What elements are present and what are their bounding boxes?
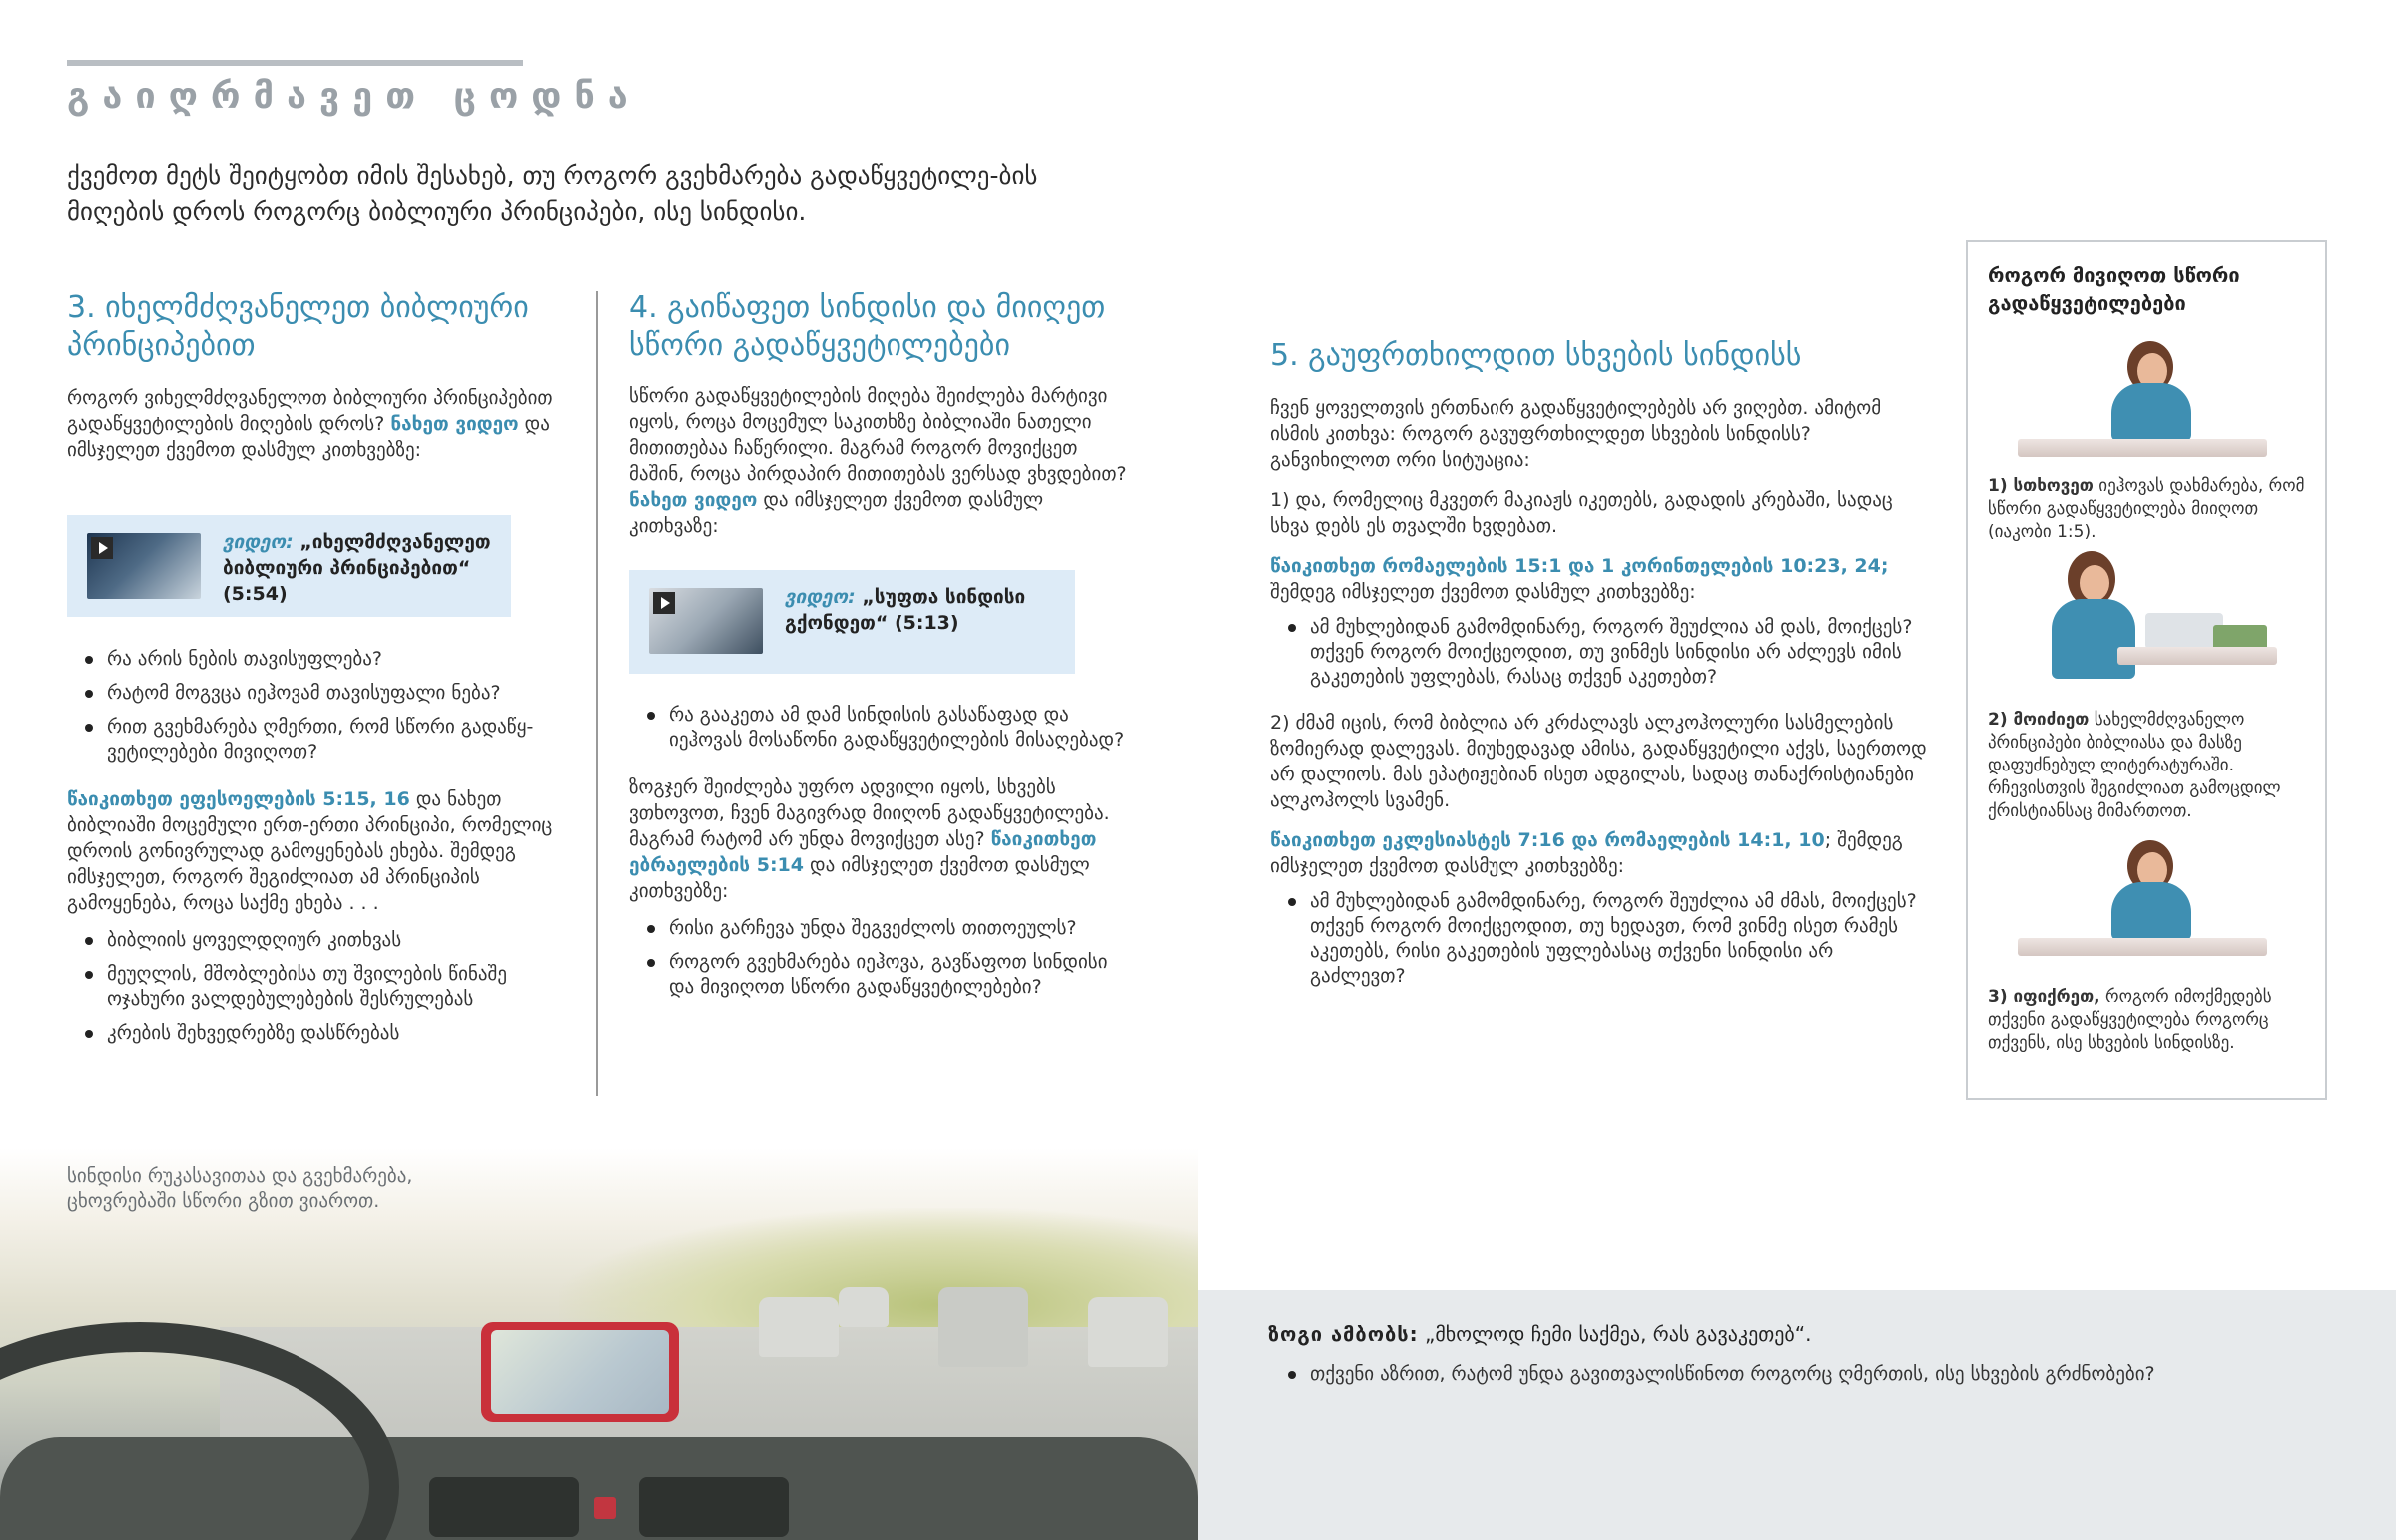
objection-question-list [1270,1362,2368,1396]
section-3-title: 3. იხელმძღვანელეთ ბიბლიური პრინციპებით [67,290,529,363]
sidebar-step-3: 3) იფიქრეთ, როგორ იმოქმედებს თქვენი გადაწყვეტილება როგორც თქვენს, ისე სხვების სინდისზე. [1988,987,2272,1053]
question-list [1270,615,1929,690]
watch-video-link[interactable]: ნახეთ ვიდეო [390,413,519,435]
situation-2: 2) ძმამ იცის, რომ ბიბლია არ კრძალავს ალკოჰოლური სასმელების ზომიერად დალევას. მიუხედავად ამისა, გადაწყვეტილი აქვს, საერთოდ არ დალიოს. მას ეპატიჟებიან ისეთ ადგილას, სადაც თანაქრისტიანები ალკოჰოლს სვამენ. [1270,712,1927,811]
watch-video-link[interactable]: ნახეთ ვიდეო [629,489,758,511]
section-4-paragraph: სწორი გადაწყვეტილების მიღება შეიძლება მარტივი იყოს, როცა მოცემულ საკითხზე ბიბლიაში ნათელი მითითებაა ჩაწერილი. მაგრამ როგორ მოვიქცეთ მაშინ, როცა პირდაპირ მითითებას ვერსად ვხვდებით? ნახეთ ვიდეო და იმსჯელეთ ქვემოთ დასმულ კითხვაზე: [629,385,1127,537]
question-list [629,703,1128,753]
section-3-paragraph: როგორ ვიხელმძღვანელოთ ბიბლიური პრინციპებით გადაწყვეტილების მიღების დროს? ნახეთ ვიდეო და იმსჯელეთ ქვემოთ დასმულ კითხვებზე: [67,387,553,461]
question-list-2 [1270,889,1929,989]
woman-studying-illustration [2028,551,2287,691]
car [938,1287,1028,1367]
list-item: ამ მუხლებიდან გამომდინარე, როგორ შეუძლია ამ ძმას, მოიქცეს? თქვენ როგორ მოიქცეოდით, თუ ხედავთ, რომ ვინმე ისეთ რამეს აკეთებს, რისი გაკეთების უფლებასაც თქვენი სინდისი არ გაძლევთ? [1310,889,1929,989]
list-item: რა გააკეთა ამ დამ სინდისის გასაწაფად და იეჰოვას მოსაწონი გადაწყვეტილების მისაღებად? [669,703,1128,753]
section-4-body [629,703,1128,1009]
list-item: თქვენი აზრით, რატომ უნდა გავითვალისწინოთ როგორც ღმერთის, ისე სხვების გრძნობები? [1310,1362,2368,1387]
steps-sidebar [1966,240,2327,1100]
list-item: კრების შეხვედრებზე დასწრებას [107,1021,571,1046]
woman-thinking-illustration [2018,840,2277,960]
section-3 [67,289,571,463]
video-card-2[interactable] [629,570,1075,674]
video-thumbnail [649,588,763,654]
list-item: ამ მუხლებიდან გამომდინარე, როგორ შეუძლია ამ დას, მოიქცეს? თქვენ როგორ მოიქცეოდით, თუ ვინმეს სინდისი არ აძლევს იმის გაკეთების უფლებას, რასაც თქვენ აკეთებთ? [1310,615,1929,690]
list-item: მეუღლის, მშობლებისა თუ შვილების წინაშე ოჯახური ვალდებულებების შესრულებას [107,962,571,1012]
section-5-title: 5. გაუფრთხილდით სხვების სინდისს [1270,338,1802,373]
sidebar-title: როგორ მივიღოთ სწორი გადაწყვეტილებები [1988,263,2240,315]
list-item: რატომ მოგვცა იეჰოვამ თავისუფალი ნება? [107,681,571,706]
section-5-intro: ჩვენ ყოველთვის ერთნაირ გადაწყვეტილებებს არ ვიღებთ. ამიტომ ისმის კითხვა: როგორ გავუფრთხილდეთ სხვების სინდისს? განვიხილოთ ორი სიტუაცია: [1270,397,1882,471]
list-item: რა არის ნების თავისუფლება? [107,647,571,672]
phone-map-icon [481,1322,679,1422]
laptop-icon [2145,613,2223,649]
car [1088,1297,1168,1367]
sidebar-step-1: 1) სთხოვეთ იეჰოვას დახმარება, რომ სწორი გადაწყვეტილება მიიღოთ (იაკობი 1:5). [1988,476,2305,542]
scripture-link[interactable]: წაიკითხეთ ეკლესიასტეს 7:16 და რომაელების 14:1, 10 [1270,829,1825,851]
sidebar-step-2: 2) მოიძიეთ სახელმძღვანელო პრინციპები ბიბლიასა და მასზე დაფუძნებულ ლიტერატურაში. რჩევისთვის შეგიძლიათ გამოცდილ ქრისტიანსაც მიმართოთ. [1988,710,2281,821]
list-item: რისი გარჩევა უნდა შეგვეძლოს თითოეულს? [669,916,1128,941]
air-vent [429,1477,579,1537]
scripture-link[interactable]: წაიკითხეთ რომაელების 15:1 და 1 კორინთელების 10:23, 24; [1270,555,1889,577]
objection-panel [1198,1290,2396,1540]
map-screen [491,1330,669,1414]
section-5 [1270,337,1929,998]
list-item: ბიბლიის ყოველდღიურ კითხვას [107,928,571,953]
video-thumbnail [87,533,201,599]
video-title: ვიდეო: „სუფთა სინდისი გქონდეთ“ (5:13) [785,586,1026,634]
intro-text: ქვემოთ მეტს შეიტყობთ იმის შესახებ, თუ როგორ გვეხმარება გადაწყვეტილე-ბის მიღების დროს როგორც ბიბლიური პრინციპები, ისე სინდისი. [67,161,1038,226]
section-3-body [67,647,571,1055]
header-rule [67,60,523,66]
question-list [67,647,571,765]
section-4 [629,289,1128,539]
situation-1: 1) და, რომელიც მკვეთრ მაკიაჟს იკეთებს, გადადის კრებაში, სადაც სხვა დებს ეს თვალში ხვდებათ. [1270,489,1893,537]
car [759,1297,839,1357]
play-icon[interactable] [653,592,675,614]
hazard-button-icon [594,1497,616,1519]
video-card-1[interactable] [67,515,511,617]
list-item: რით გვეხმარება ღმერთი, რომ სწორი გადაწყ-ვეტილებები მივიღოთ? [107,715,571,765]
scripture-paragraph: წაიკითხეთ ეფესოელების 5:15, 16 და ნახეთ ბიბლიაში მოცემული ერთ-ერთი პრინციპი, რომელიც დროის გონივრულად გამოყენებას ეხება. შემდეგ იმსჯელეთ, როგორ შეგიძლიათ ამ პრინციპის გამოყენება, როცა საქმე ეხება . . . [67,788,553,914]
column-divider [596,291,598,1096]
air-vent [639,1477,789,1537]
scripture-paragraph: წაიკითხეთ რომაელების 15:1 და 1 კორინთელების 10:23, 24; შემდეგ იმსჯელეთ ქვემოთ დასმულ კითხვებზე: [1270,555,1889,603]
woman-praying-illustration [2018,341,2277,461]
topic-list [67,928,571,1046]
section-4-title: 4. გაიწაფეთ სინდისი და მიიღეთ სწორი გადაწყვეტილებები [629,290,1106,363]
question-list-2 [629,916,1128,1000]
scripture-link[interactable]: წაიკითხეთ ეფესოელების 5:15, 16 [67,788,410,810]
scripture-link[interactable]: წაიკითხეთ ებრაელების 5:14 [629,828,1097,876]
video-title: ვიდეო: „იხელმძღვანელეთ ბიბლიური პრინციპებით“ (5:54) [223,531,491,605]
car [839,1287,889,1327]
list-item: როგორ გვეხმარება იეჰოვა, გავწაფოთ სინდისი და მივიღოთ სწორი გადაწყვეტილებები? [669,950,1128,1000]
play-icon[interactable] [91,537,113,559]
section-label: გაიღრმავეთ ცოდნა [67,76,641,117]
objection-line: ზოგი ამბობს: „მხოლოდ ჩემი საქმეა, რას გავაკეთებ“. [1268,1322,1812,1346]
image-caption: სინდისი რუკასავითაა და გვეხმარება, ცხოვრებაში სწორი გზით ვიაროთ. [67,1165,413,1212]
scripture-paragraph-2: წაიკითხეთ ეკლესიასტეს 7:16 და რომაელების 14:1, 10; შემდეგ იმსჯელეთ ქვემოთ დასმულ კითხვებზე: [1270,829,1903,877]
section-4-paragraph-2: ზოგჯერ შეიძლება უფრო ადვილი იყოს, სხვებს ვთხოვოთ, ჩვენ მაგივრად მიიღონ გადაწყვეტილება. მაგრამ რატომ არ უნდა მოვიქცეთ ასე? წაიკითხეთ ებრაელების 5:14 და იმსჯელეთ ქვემოთ დასმულ კითხვებზე: [629,776,1110,902]
